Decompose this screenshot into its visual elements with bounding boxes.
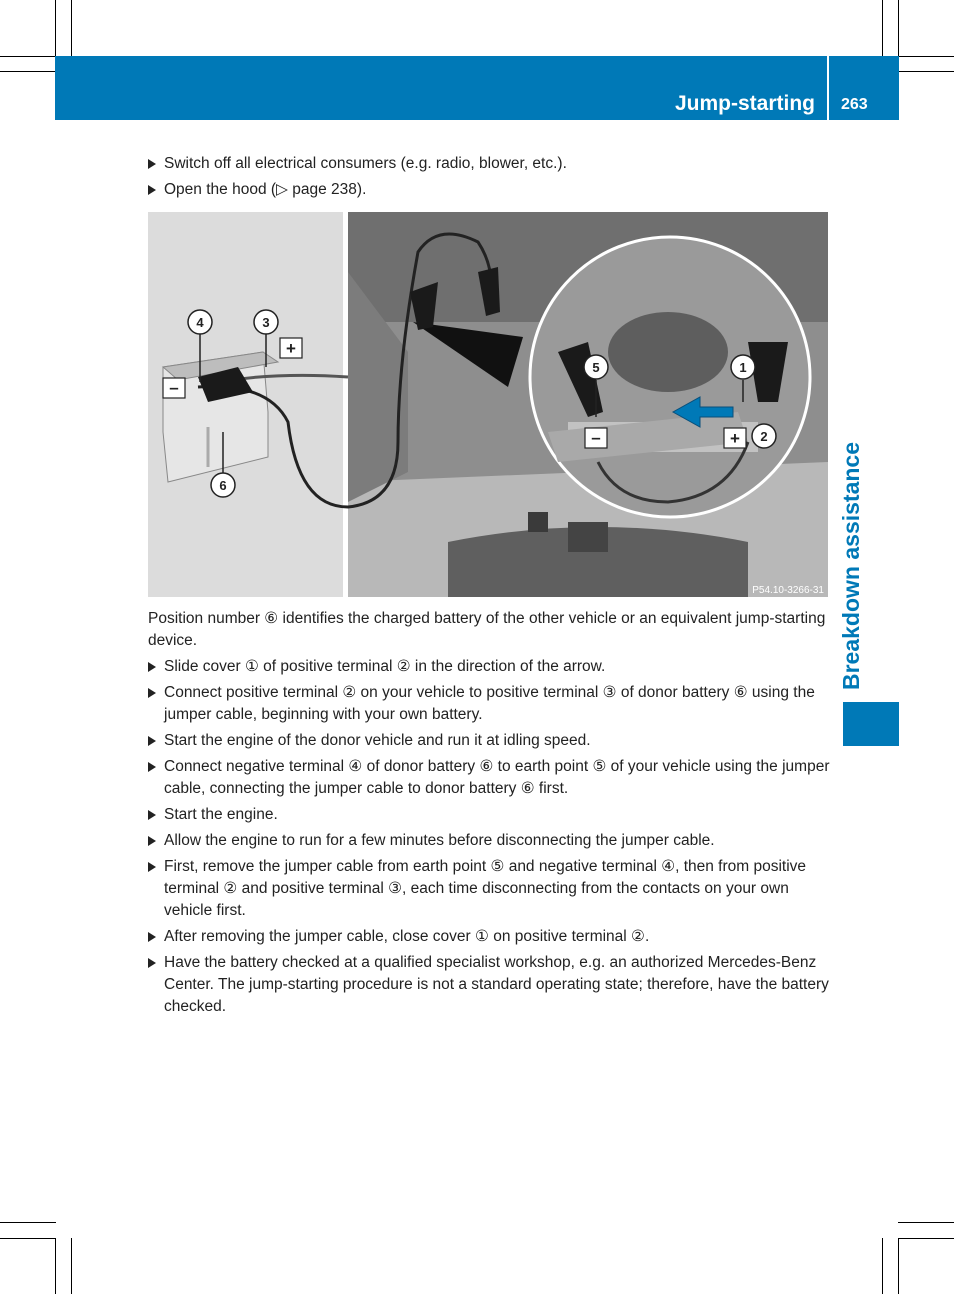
- main-text: [148, 608, 830, 1022]
- position-note: Position number ⑥ identifies the charged battery of the other vehicle or an equivalent jump-starting device.: [148, 610, 826, 649]
- svg-text:4: 4: [196, 315, 204, 330]
- bullet-arrow-icon: [148, 958, 156, 968]
- side-tab-marker: [843, 702, 899, 746]
- crop-mark: [0, 56, 56, 57]
- step-text: Open the hood (▷ page 238).: [164, 181, 367, 198]
- page-number: 263: [841, 96, 868, 113]
- bullet-arrow-icon: [148, 662, 156, 672]
- crop-mark: [898, 0, 899, 56]
- crop-mark: [0, 1222, 56, 1223]
- list-item: [148, 804, 830, 826]
- list-item: [148, 926, 830, 948]
- step-text: Slide cover ① of positive terminal ② in the direction of the arrow.: [164, 658, 606, 675]
- bullet-arrow-icon: [148, 862, 156, 872]
- header-divider: [827, 56, 829, 120]
- intro-steps: [148, 153, 830, 205]
- step-text: Connect positive terminal ② on your vehicle to positive terminal ③ of donor battery ⑥ using the jumper cable, beginning with your own battery.: [164, 684, 815, 723]
- bullet-arrow-icon: [148, 688, 156, 698]
- step-text: Start the engine of the donor vehicle and run it at idling speed.: [164, 732, 591, 749]
- bullet-arrow-icon: [148, 185, 156, 195]
- step-text: Allow the engine to run for a few minutes before disconnecting the jumper cable.: [164, 832, 715, 849]
- bullet-arrow-icon: [148, 762, 156, 772]
- callout-2: [752, 424, 776, 448]
- callout-1: [731, 355, 755, 379]
- svg-text:2: 2: [760, 429, 768, 444]
- section-title: Jump-starting: [674, 92, 815, 115]
- crop-mark: [898, 1222, 954, 1223]
- callout-4: [188, 310, 212, 334]
- terminal-minus-label: –: [169, 378, 179, 397]
- crop-mark: [71, 0, 72, 56]
- list-item: [148, 856, 830, 922]
- step-text: Start the engine.: [164, 806, 278, 823]
- callout-6: [211, 473, 235, 497]
- crop-mark: [0, 71, 56, 72]
- terminal-minus-label: –: [591, 428, 601, 447]
- callout-3: [254, 310, 278, 334]
- list-item: [148, 153, 830, 175]
- crop-mark: [0, 1238, 56, 1239]
- crop-mark: [898, 1238, 899, 1294]
- list-item: [148, 730, 830, 752]
- crop-mark: [71, 1238, 72, 1294]
- list-item: [148, 830, 830, 852]
- bullet-arrow-icon: [148, 836, 156, 846]
- bullet-arrow-icon: [148, 810, 156, 820]
- step-text: Connect negative terminal ④ of donor battery ⑥ to earth point ⑤ of your vehicle using the jumper cable, connecting the jumper cable to donor battery ⑥ first.: [164, 758, 830, 797]
- bullet-arrow-icon: [148, 932, 156, 942]
- svg-text:1: 1: [739, 360, 747, 375]
- svg-text:6: 6: [219, 478, 227, 493]
- list-item: [148, 179, 830, 201]
- step-text: After removing the jumper cable, close cover ① on positive terminal ②.: [164, 928, 650, 945]
- crop-mark: [882, 1238, 883, 1294]
- step-text: First, remove the jumper cable from earth point ⑤ and negative terminal ④, then from positive terminal ② and positive terminal ③, each time disconnecting from the contacts on your own vehicle first.: [164, 858, 807, 919]
- svg-text:5: 5: [592, 360, 600, 375]
- list-item: [148, 952, 830, 1018]
- step-text: Switch off all electrical consumers (e.g. radio, blower, etc.).: [164, 155, 567, 172]
- list-item: [148, 682, 830, 726]
- crop-mark: [898, 1238, 954, 1239]
- jump-start-illustration: [148, 212, 828, 597]
- crop-mark: [898, 71, 954, 72]
- bullet-arrow-icon: [148, 159, 156, 169]
- step-text: Have the battery checked at a qualified specialist workshop, e.g. an authorized Mercedes-Benz Center. The jump-starting procedure is not a standard operating state; therefore, have the battery checked.: [164, 954, 829, 1015]
- callout-5: [584, 355, 608, 379]
- crop-mark: [55, 1238, 56, 1294]
- terminal-plus-label: +: [286, 339, 296, 358]
- figure-code: P54.10-3266-31: [752, 585, 824, 596]
- crop-mark: [898, 56, 954, 57]
- svg-text:3: 3: [262, 315, 270, 330]
- crop-mark: [882, 0, 883, 56]
- crop-mark: [55, 0, 56, 56]
- header-bar: [55, 56, 899, 120]
- list-item: [148, 756, 830, 800]
- bullet-arrow-icon: [148, 736, 156, 746]
- chapter-label: Breakdown assistance: [838, 441, 864, 690]
- list-item: [148, 656, 830, 678]
- terminal-plus-label: +: [730, 429, 740, 448]
